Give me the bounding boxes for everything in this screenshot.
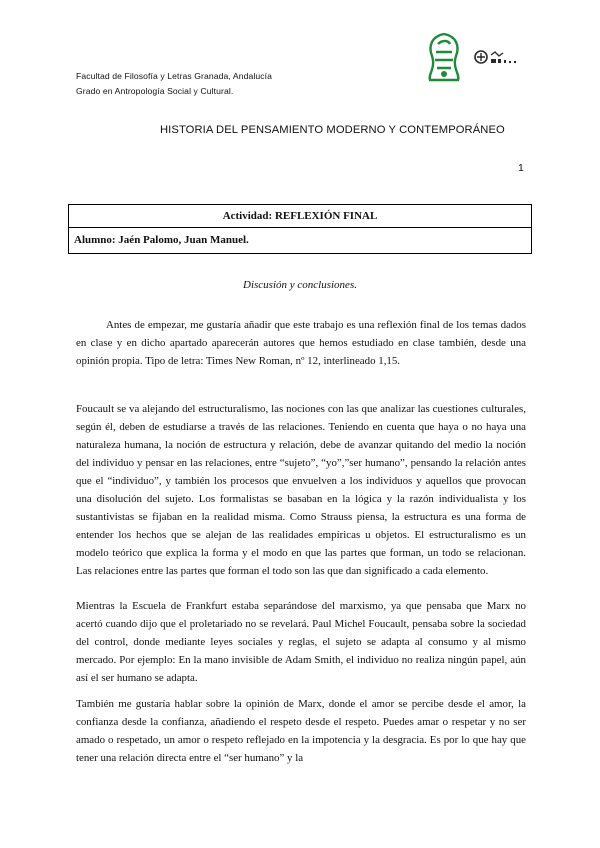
paragraph-intro: Antes de empezar, me gustaría añadir que este trabajo es una reflexión final de los temas dados en clase y en dicho apartado aparecerán autores que hemos estudiado en clase también, desde una opinión propia. Tipo de letra: Times New Roman, nº 12, interlineado 1,15. (76, 319, 526, 367)
activity-title: Actividad: REFLEXIÓN FINAL (69, 205, 531, 228)
header-block (76, 69, 272, 99)
university-logo (472, 46, 522, 70)
degree-line: Grado en Antropología Social y Cultural. (76, 86, 234, 96)
student-name: Alumno: Jaén Palomo, Juan Manuel. (74, 234, 249, 246)
page-number: 1 (518, 162, 524, 174)
paragraph-frankfurt: Mientras la Escuela de Frankfurt estaba separándose del marxismo, ya que pensaba que Marx no acertó cuando dijo que el proletariado no se revelará. Paul Michel Foucault, pensaba sobre la sociedad del control, donde mediante leyes sociales y reglas, el sujeto se adapta al consumo y al mismo mercado. Por ejemplo: En la mano invisible de Adam Smith, el individuo no realiza ningún papel, aún así el ser humano se adapta. (76, 600, 526, 684)
faculty-line: Facultad de Filosofía y Letras Granada, Andalucía (76, 71, 272, 81)
junta-andalucia-logo (424, 30, 464, 82)
paragraph-marx: También me gustaría hablar sobre la opinión de Marx, donde el amor se percibe desde el amor, la confianza desde la confianza, añadiendo el respeto desde el respeto. Puedes amar o respetar y no ser amado o respetado, un amor o respeto reflejado en la impotencia y la desgracia. Es por lo que hay que tener una relación directa entre el “ser humano” y la (76, 698, 526, 764)
activity-info-table (68, 204, 532, 254)
section-subtitle: Discusión y conclusiones. (243, 279, 357, 291)
paragraph-foucault: Foucault se va alejando del estructuralismo, las nociones con las que analizar las cuestiones culturales, según él, deben de estudiarse a través de las relaciones. Teniendo en cuenta que haya o no haya una naturaleza humana, la noción de estructura y relación, debe de avanzar quitando del medio la noción del individuo y pensar en las relaciones, entre “sujeto”, “yo”,”ser humano”, pensando la relación antes que el “individuo”, y también los procesos que envuelven a los individuos y aquellos que provocan una disolución del sujeto. Los formalistas se basaban en la lógica y la razón individualista y los sustantivistas se fijaban en la realidad misma. Como Strauss piensa, la estructura es una forma de entender los hechos que se alejan de las realidades empíricas u objetos. El estructuralismo es un modelo teórico que explica la forma y el modo en que las partes que forman, un todo se relacionan. Las relaciones entre las partes que forman el todo son las que dan significado a cada elemento. (76, 403, 526, 577)
document-title: HISTORIA DEL PENSAMIENTO MODERNO Y CONTEMPORÁNEO (160, 124, 505, 136)
